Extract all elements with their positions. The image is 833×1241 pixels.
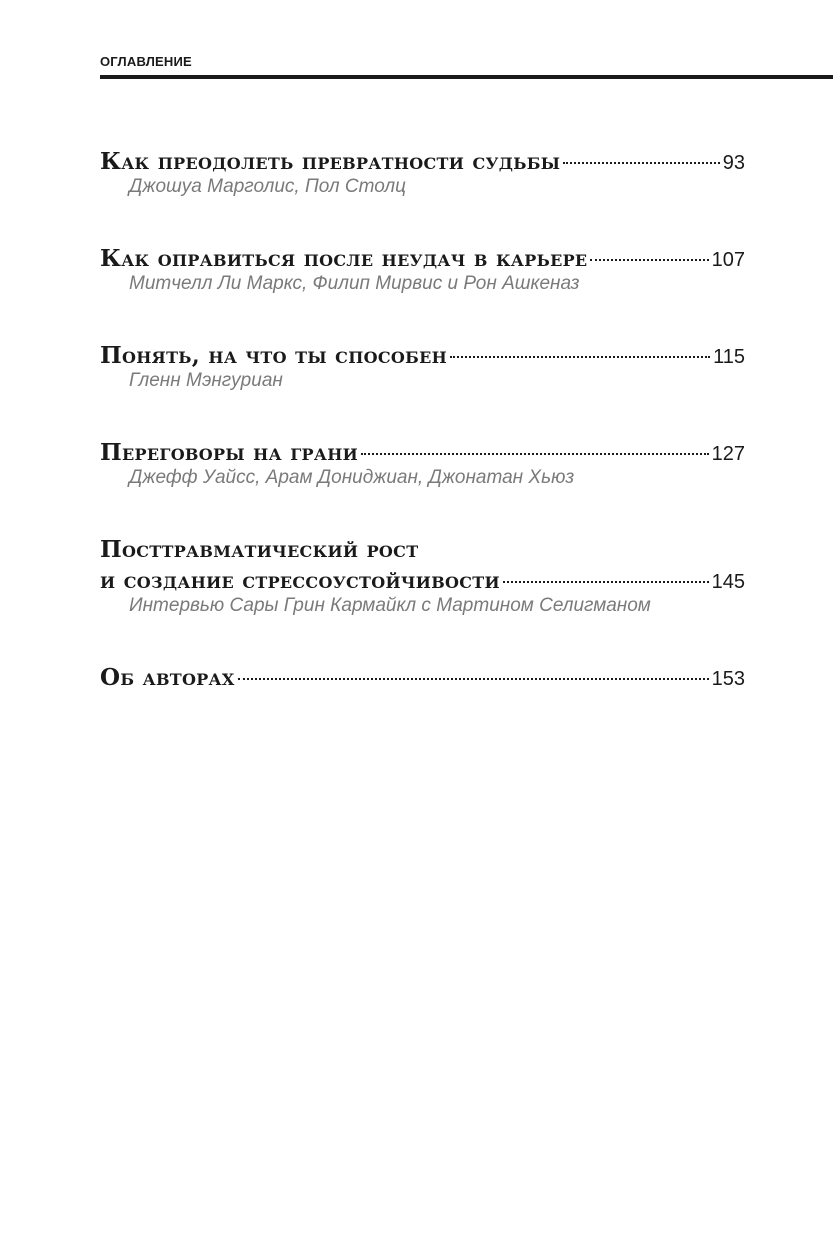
toc-line	[100, 437, 745, 468]
section-header: ОГЛАВЛЕНИЕ	[100, 54, 192, 69]
toc-author: Митчелл Ли Маркс, Филип Мирвис и Рон Ашкеназ	[129, 273, 580, 294]
toc-page-number: 93	[722, 152, 745, 174]
toc-line	[100, 340, 745, 371]
toc-page-number: 107	[711, 249, 745, 271]
table-of-contents	[100, 146, 745, 693]
toc-entry[interactable]	[100, 534, 745, 618]
dot-leader	[590, 259, 708, 261]
toc-author: Гленн Мэнгуриан	[129, 370, 283, 391]
toc-title: Понять, на что ты способен	[100, 342, 448, 369]
toc-title: Посттравматический рост	[100, 536, 419, 563]
toc-page-number: 153	[711, 668, 745, 690]
toc-entry[interactable]	[100, 340, 745, 393]
toc-title: Как оправиться после неудач в карьере	[100, 245, 588, 272]
dot-leader	[503, 581, 709, 583]
toc-author: Джошуа Марголис, Пол Столц	[129, 176, 406, 197]
toc-line	[100, 565, 745, 596]
toc-line	[100, 146, 745, 177]
toc-line	[100, 534, 745, 565]
toc-entry[interactable]	[100, 146, 745, 199]
toc-page-number: 127	[711, 443, 745, 465]
dot-leader	[563, 162, 719, 164]
dot-leader	[238, 678, 709, 680]
toc-entry[interactable]	[100, 437, 745, 490]
dot-leader	[450, 356, 710, 358]
toc-page-number: 115	[713, 346, 745, 368]
toc-title: Переговоры на грани	[100, 439, 359, 466]
toc-line	[100, 243, 745, 274]
toc-author: Джефф Уайсс, Арам Дониджиан, Джонатан Хьюз	[129, 467, 575, 488]
toc-title: Об авторах	[100, 664, 235, 691]
toc-line	[100, 662, 745, 693]
toc-title-continued: и создание стрессоустойчивости	[100, 567, 500, 594]
toc-page-number: 145	[711, 571, 745, 593]
toc-author: Интервью Сары Грин Кармайкл с Мартином Селигманом	[129, 595, 651, 616]
dot-leader	[361, 453, 709, 455]
toc-title: Как преодолеть превратности судьбы	[100, 148, 561, 175]
toc-entry[interactable]	[100, 243, 745, 296]
toc-entry[interactable]	[100, 662, 745, 693]
header-rule	[100, 75, 833, 79]
